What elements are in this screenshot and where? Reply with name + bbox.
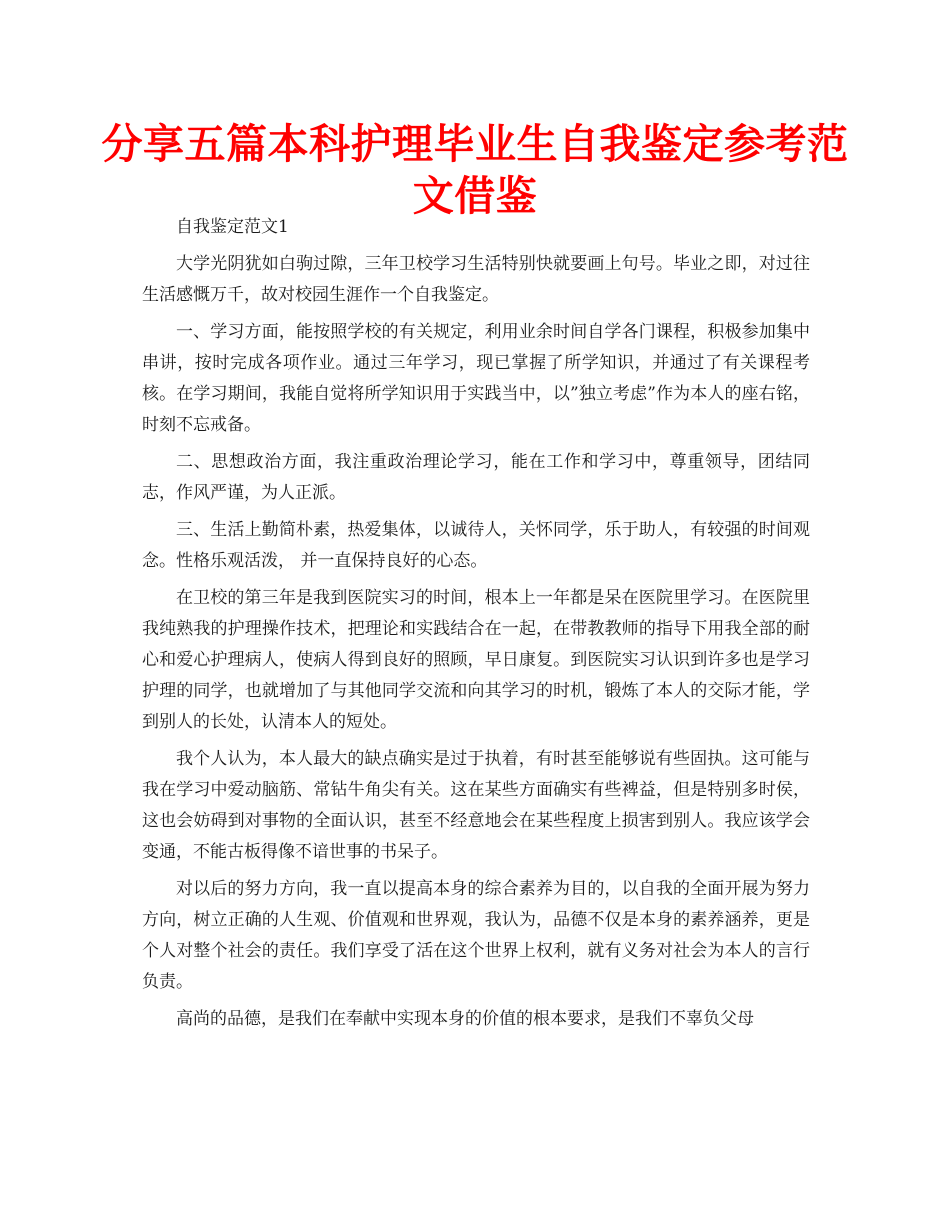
document-title: 分享五篇本科护理毕业生自我鉴定参考范文借鉴	[101, 120, 849, 220]
paragraph: 在卫校的第三年是我到医院实习的时间，根本上一年都是呆在医院里学习。在医院里我纯熟我的护理操作技术，把理论和实践结合在一起，在带教教师的指导下用我全部的耐心和爱心护理病人，使病人得到良好的照顾，早日康复。到医院实习认识到许多也是学习护理的同学，也就增加了与其他同学交流和向其学习的时机，锻炼了本人的交际才能，学到别人的长处，认清本人的短处。	[142, 588, 810, 732]
paragraph: 二、思想政治方面，我注重政治理论学习，能在工作和学习中，尊重领导，团结同志，作风严谨，为人正派。	[142, 452, 810, 503]
paragraph: 一、学习方面，能按照学校的有关规定，利用业余时间自学各门课程，积极参加集中串讲，按时完成各项作业。通过三年学习，现已掌握了所学知识，并通过了有关课程考核。在学习期间，我能自觉将所学知识用于实践当中，以”独立考虑”作为本人的座右铭，时刻不忘戒备。	[142, 322, 810, 435]
paragraph: 大学光阴犹如白驹过隙，三年卫校学习生活特别快就要画上句号。毕业之即，对过往生活感慨万千，故对校园生涯作一个自我鉴定。	[142, 254, 810, 305]
paragraph: 高尚的品德，是我们在奉献中实现本身的价值的根本要求，是我们不辜负父母	[176, 1009, 754, 1029]
paragraph: 我个人认为，本人最大的缺点确实是过于执着，有时甚至能够说有些固执。这可能与我在学习中爱动脑筋、常钻牛角尖有关。这在某些方面确实有些裨益，但是特别多时侯，这也会妨碍到对事物的全面认识，甚至不经意地会在某些程度上损害到别人。我应该学会变通，不能古板得像不谙世事的书呆子。	[142, 749, 810, 862]
paragraph: 对以后的努力方向，我一直以提高本身的综合素养为目的，以自我的全面开展为努力方向，树立正确的人生观、价值观和世界观，我认为，品德不仅是本身的素养涵养，更是个人对整个社会的责任。我们享受了活在这个世界上权利，就有义务对社会为本人的言行负责。	[142, 879, 810, 992]
document-body	[142, 212, 810, 1041]
section-heading: 自我鉴定范文1	[176, 217, 289, 237]
paragraph: 三、生活上勤简朴素，热爱集体，以诚待人，关怀同学，乐于助人，有较强的时间观念。性格乐观活泼， 并一直保持良好的心态。	[142, 520, 810, 571]
